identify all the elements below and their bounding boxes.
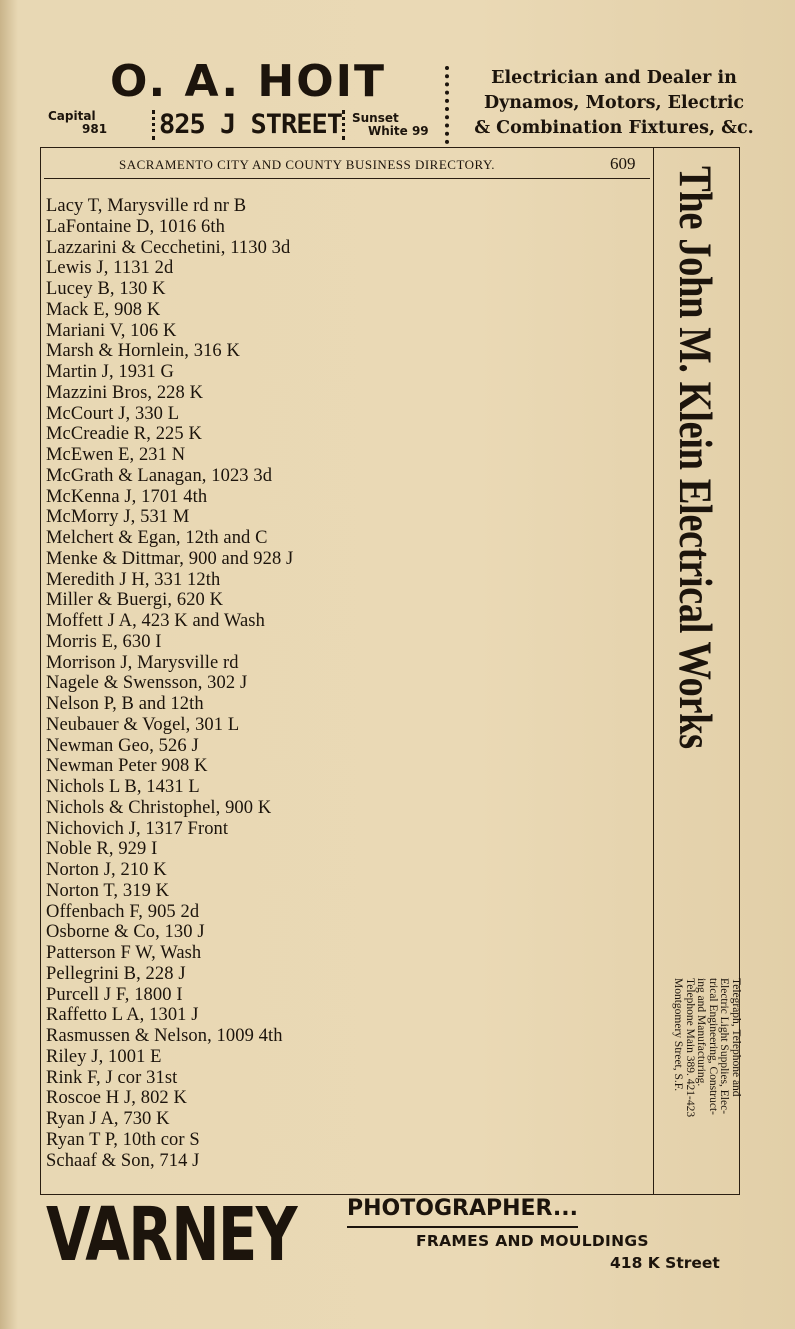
capital-phone [48, 110, 114, 136]
directory-entry: Rink F, J cor 31st [46, 1067, 178, 1088]
directory-entry: McKenna J, 1701 4th [46, 486, 208, 507]
varney-address: 418 K Street [610, 1254, 720, 1272]
varney-profession: PHOTOGRAPHER... [347, 1194, 578, 1228]
directory-entry: Nichovich J, 1317 Front [46, 818, 229, 839]
varney-goods: FRAMES AND MOULDINGS [416, 1232, 649, 1250]
directory-entry: McMorry J, 531 M [46, 507, 190, 528]
directory-entry: Nichols L B, 1431 L [46, 777, 200, 797]
klein-info-line: Telegraph, Telephone and [730, 978, 742, 1097]
klein-info-line: trical Engineering, Construct- [707, 978, 719, 1116]
directory-entry: Norton T, 319 K [46, 880, 170, 901]
klein-info-line: Telephone Main 389. 421-423 [684, 978, 696, 1118]
directory-entry: Neubauer & Vogel, 301 L [46, 714, 240, 735]
directory-entry: Martin J, 1931 G [46, 362, 175, 382]
tagline-line: Electrician and Dealer in [491, 68, 737, 88]
directory-entry: Ryan T P, 10th cor S [46, 1129, 200, 1150]
directory-entry: Offenbach F, 905 2d [46, 901, 200, 922]
directory-entry: Schaaf & Son, 714 J [46, 1150, 200, 1171]
klein-info-line: Montgomery Street, S.F. [672, 978, 685, 1092]
directory-entry: Melchert & Egan, 12th and C [46, 528, 268, 548]
directory-entry: Nichols & Christophel, 900 K [46, 797, 272, 818]
directory-entry: Miller & Buergi, 620 K [46, 590, 224, 611]
directory-entry: Lewis J, 1131 2d [46, 258, 174, 279]
page-title: SACRAMENTO CITY AND COUNTY BUSINESS DIRECTORY. [119, 157, 495, 172]
directory-entry: Purcell J F, 1800 I [46, 984, 183, 1005]
klein-info [672, 978, 741, 1183]
varney-advertisement [40, 1192, 750, 1292]
directory-entries [46, 196, 636, 1171]
directory-entry: Pellegrini B, 228 J [46, 963, 186, 984]
directory-entry: Mack E, 908 K [46, 299, 161, 320]
directory-entry: Lazzarini & Cecchetini, 1130 3d [46, 237, 291, 258]
directory-entry: Riley J, 1001 E [46, 1046, 162, 1067]
page-number: 609 [610, 154, 636, 173]
directory-entry: Morris E, 630 I [46, 631, 162, 652]
hoit-name: O. A. HOIT [110, 56, 386, 107]
directory-entry: Nagele & Swensson, 302 J [46, 673, 248, 694]
directory-entry: Moffett J A, 423 K and Wash [46, 611, 265, 631]
directory-entry: Nelson P, B and 12th [46, 694, 204, 714]
sunset-phone-label: Sunset [352, 111, 399, 125]
directory-entry: Newman Geo, 526 J [46, 735, 199, 756]
directory-entry: Osborne & Co, 130 J [46, 922, 205, 943]
directory-entry: McCreadie R, 225 K [46, 424, 202, 445]
klein-advertisement [655, 148, 742, 1192]
directory-entry: Lucey B, 130 K [46, 279, 166, 299]
directory-entry: Rasmussen & Nelson, 1009 4th [46, 1026, 283, 1046]
running-head [44, 154, 650, 179]
hoit-advertisement [40, 56, 754, 144]
frame-divider [653, 148, 654, 1194]
directory-entry: McGrath & Lanagan, 1023 3d [46, 465, 273, 486]
directory-entry: Noble R, 929 I [46, 839, 158, 860]
tagline-line: & Combination Fixtures, &c. [474, 118, 754, 138]
klein-info-line: Electric Light Supplies, Elec- [718, 978, 731, 1115]
directory-entry: Patterson F W, Wash [46, 943, 202, 963]
capital-phone-number: 981 [82, 122, 108, 136]
directory-entry: Raffetto L A, 1301 J [46, 1005, 199, 1026]
ornament-divider [445, 66, 459, 144]
directory-entry: Norton J, 210 K [46, 860, 167, 880]
directory-entry: Newman Peter 908 K [46, 756, 208, 777]
sunset-phone-number: White 99 [368, 124, 429, 138]
directory-entry: Ryan J A, 730 K [46, 1109, 170, 1129]
directory-entry: Menke & Dittmar, 900 and 928 J [46, 548, 294, 569]
directory-entry: Mariani V, 106 K [46, 320, 177, 341]
directory-entry: McCourt J, 330 L [46, 403, 180, 424]
directory-entry: Morrison J, Marysville rd [46, 652, 239, 673]
sunset-phone [352, 112, 434, 138]
directory-entry: McEwen E, 231 N [46, 445, 186, 465]
dotted-separator [342, 110, 351, 140]
directory-entry: LaFontaine D, 1016 6th [46, 216, 225, 237]
klein-title: The John M. Klein Electrical Works [669, 166, 721, 749]
directory-entry: Lacy T, Marysville rd nr B [46, 196, 247, 216]
hoit-street: 825 J STREET [158, 109, 343, 140]
directory-entry: Roscoe H J, 802 K [46, 1088, 187, 1109]
directory-entry: Marsh & Hornlein, 316 K [46, 341, 240, 362]
directory-entry: Meredith J H, 331 12th [46, 569, 221, 590]
capital-phone-label: Capital [48, 109, 96, 123]
directory-entry: Mazzini Bros, 228 K [46, 382, 204, 403]
varney-name: VARNEY [46, 1192, 297, 1278]
klein-info-line: ing and Manufacturing. [695, 978, 708, 1087]
tagline-line: Dynamos, Motors, Electric [483, 93, 745, 113]
hoit-tagline [474, 66, 754, 141]
